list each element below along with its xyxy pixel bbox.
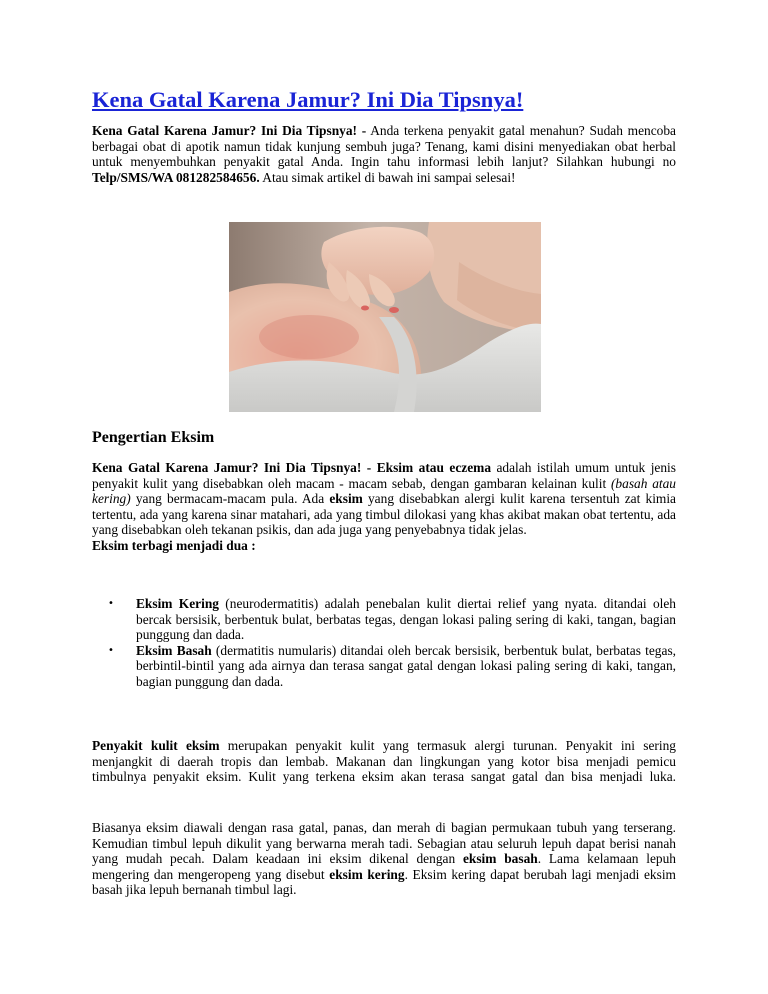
list-item xyxy=(92,596,676,643)
definition-text-2: yang bermacam-macam pula. Ada xyxy=(130,491,330,507)
types-heading: Eksim terbagi menjadi dua : xyxy=(92,537,256,553)
bullet-icon: • xyxy=(108,644,114,656)
definition-text-1: adalah istilah umum untuk jenis penyakit kulit yang disebabkan oleh macam - macam sebab, dengan gambaran kelainan kulit xyxy=(92,460,676,491)
page-title-link[interactable]: Kena Gatal Karena Jamur? Ini Dia Tipsnya! xyxy=(92,87,524,112)
type-desc: (neurodermatitis) adalah penebalan kulit diertai relief yang nyata. ditandai oleh bercak bersisik, berbentuk bulat, berbatas tegas, dengan lokasi paling sering di kaki, tangan, bagian punggung dan dada. xyxy=(136,596,676,643)
definition-paragraph xyxy=(92,460,676,538)
intro-contact: Telp/SMS/WA 081282584656. xyxy=(92,169,260,185)
paragraph-3 xyxy=(92,738,676,785)
type-name: Eksim Basah xyxy=(136,642,212,658)
paragraph-3-lead: Penyakit kulit eksim xyxy=(92,738,220,753)
paragraph-4-text-3: . Eksim kering dapat berubah lagi menjadi eksim basah jika lepuh bernanah timbul lagi. xyxy=(92,866,676,898)
definition-lead: Kena Gatal Karena Jamur? Ini Dia Tipsnya! - Eksim atau eczema xyxy=(92,460,492,475)
paragraph-4 xyxy=(92,820,676,898)
paragraph-4-text-2: . Lama kelamaan lepuh mengering dan mengeropeng yang disebut xyxy=(92,851,676,882)
photo-illustration xyxy=(229,222,541,412)
section-heading: Pengertian Eksim xyxy=(92,429,215,446)
type-name: Eksim Kering xyxy=(136,596,219,611)
type-desc: (dermatitis numularis) ditandai oleh bercak bersisik, berbentuk bulat, berbatas tegas, berbintil-bintil yang ada airnya dan terasa sangat gatal dengan lokasi paling sering di kaki, tangan, bagian punggung dan dada. xyxy=(136,642,677,689)
definition-italic: (basah atau kering) xyxy=(92,475,676,507)
paragraph-3-text: merupakan penyakit kulit yang termasuk alergi turunan. Penyakit ini sering menjangkit di daerah tropis dan lembab. Makanan dan lingkungan yang kotor bisa menjadi pemicu timbulnya penyakit eksim. Kulit yang terkena eksim akan terasa sangat gatal dan bisa menjadi luka. xyxy=(92,738,676,785)
bullet-icon: • xyxy=(108,598,114,609)
paragraph-4-bold-2: eksim kering xyxy=(329,866,405,882)
paragraph-4-text-1: Biasanya eksim diawali dengan rasa gatal, panas, dan merah di bagian permukaan tubuh yang terserang. Kemudian timbul lepuh dikulit yang berwarna merah tadi. Sebagian atau seluruh lepuh dapat berisi nanah yang mudah pecah. Dalam keadaan ini eksim dikenal dengan xyxy=(92,820,676,867)
intro-text-2: Atau simak artikel di bawah ini sampai selesai! xyxy=(259,169,516,185)
definition-block xyxy=(92,460,676,554)
list-item xyxy=(92,643,676,690)
intro-text-1: Anda terkena penyakit gatal menahun? Sudah mencoba berbagai obat di apotik namun tidak kunjung sembuh juga? Tenang, kami disini menyediakan obat herbal untuk menyembuhkan penyakit gatal Anda. Ingin tahu informasi lebih lanjut? Silahkan hubungi no xyxy=(92,123,676,170)
definition-bold-eksim: eksim xyxy=(329,491,363,507)
definition-text-3: yang disebabkan alergi kulit karena tersentuh zat kimia tertentu, ada yang karena sinar matahari, ada yang timbul dilokasi yang khas akibat makan obat tertentu, ada yang disebabkan oleh tekanan psikis, dan ada juga yang penyebabnya tidak jelas. xyxy=(92,491,676,538)
eczema-types-list xyxy=(92,596,676,690)
intro-lead: Kena Gatal Karena Jamur? Ini Dia Tipsnya! - xyxy=(92,123,367,138)
intro-paragraph xyxy=(92,123,676,185)
paragraph-4-bold-1: eksim basah xyxy=(462,851,538,867)
scratching-back-photo xyxy=(229,222,541,412)
